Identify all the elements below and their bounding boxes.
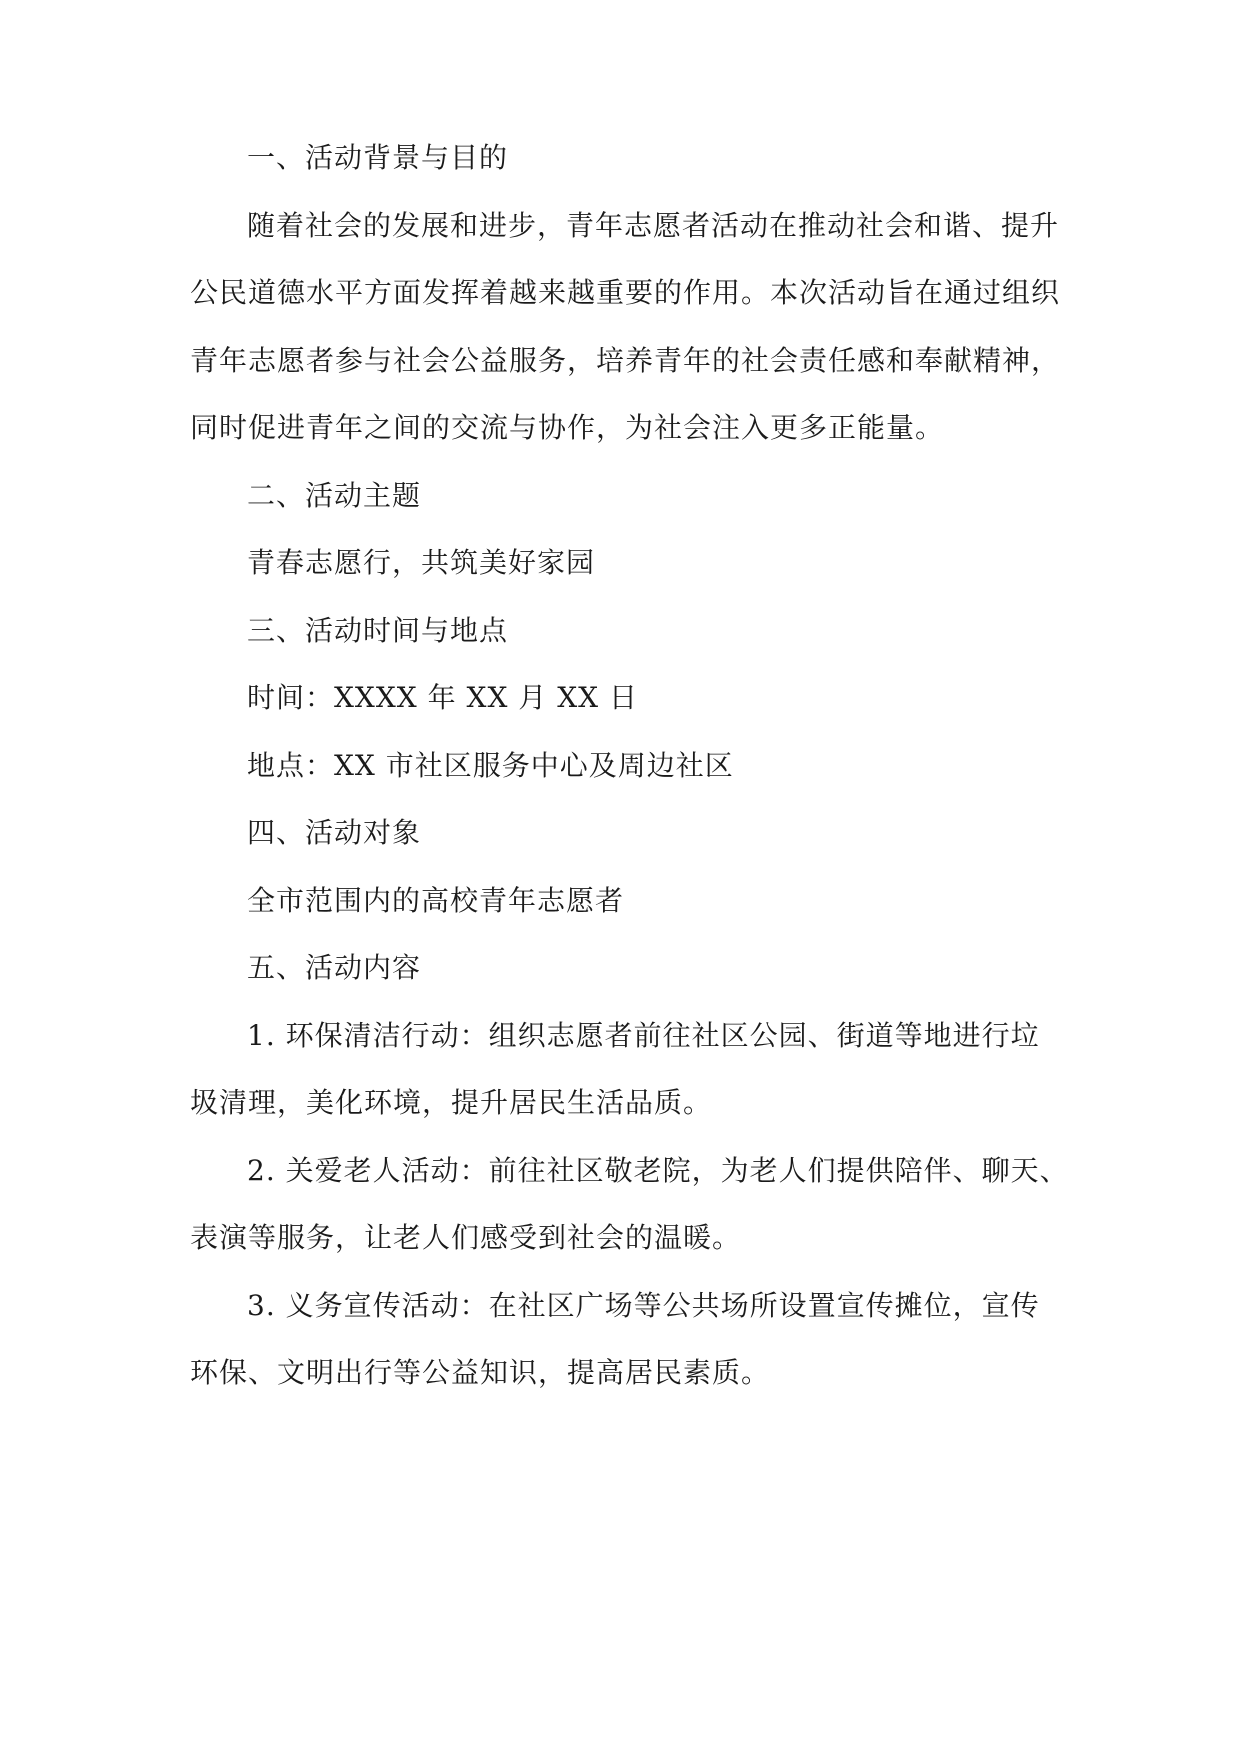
paragraph-line: 随着社会的发展和进步，青年志愿者活动在推动社会和谐、提升 — [247, 209, 1060, 242]
paragraph-line: 青年志愿者参与社会公益服务，培养青年的社会责任感和奉献精神， — [190, 344, 1061, 377]
heading-audience: 四、活动对象 — [247, 816, 422, 849]
list-item-line: 圾清理，美化环境，提升居民生活品质。 — [190, 1086, 713, 1119]
list-item-line: 3. 义务宣传活动：在社区广场等公共场所设置宣传摊位，宣传 — [247, 1289, 1040, 1322]
list-item-line: 环保、文明出行等公益知识，提高居民素质。 — [190, 1356, 771, 1389]
heading-theme: 二、活动主题 — [247, 479, 422, 512]
list-item-line: 表演等服务，让老人们感受到社会的温暖。 — [190, 1221, 742, 1254]
list-item-line: 2. 关爱老人活动：前往社区敬老院，为老人们提供陪伴、聊天、 — [247, 1154, 1069, 1187]
place-text: 地点：XX 市社区服务中心及周边社区 — [247, 749, 734, 782]
heading-background: 一、活动背景与目的 — [247, 141, 509, 174]
list-item-line: 1. 环保清洁行动：组织志愿者前往社区公园、街道等地进行垃 — [247, 1019, 1040, 1052]
paragraph-line: 公民道德水平方面发挥着越来越重要的作用。本次活动旨在通过组织 — [190, 276, 1061, 309]
audience-text: 全市范围内的高校青年志愿者 — [247, 884, 625, 917]
heading-content: 五、活动内容 — [247, 951, 422, 984]
theme-text: 青春志愿行，共筑美好家园 — [247, 546, 596, 579]
time-text: 时间：XXXX 年 XX 月 XX 日 — [247, 681, 638, 714]
heading-time-place: 三、活动时间与地点 — [247, 614, 509, 647]
paragraph-line: 同时促进青年之间的交流与协作，为社会注入更多正能量。 — [190, 411, 945, 444]
